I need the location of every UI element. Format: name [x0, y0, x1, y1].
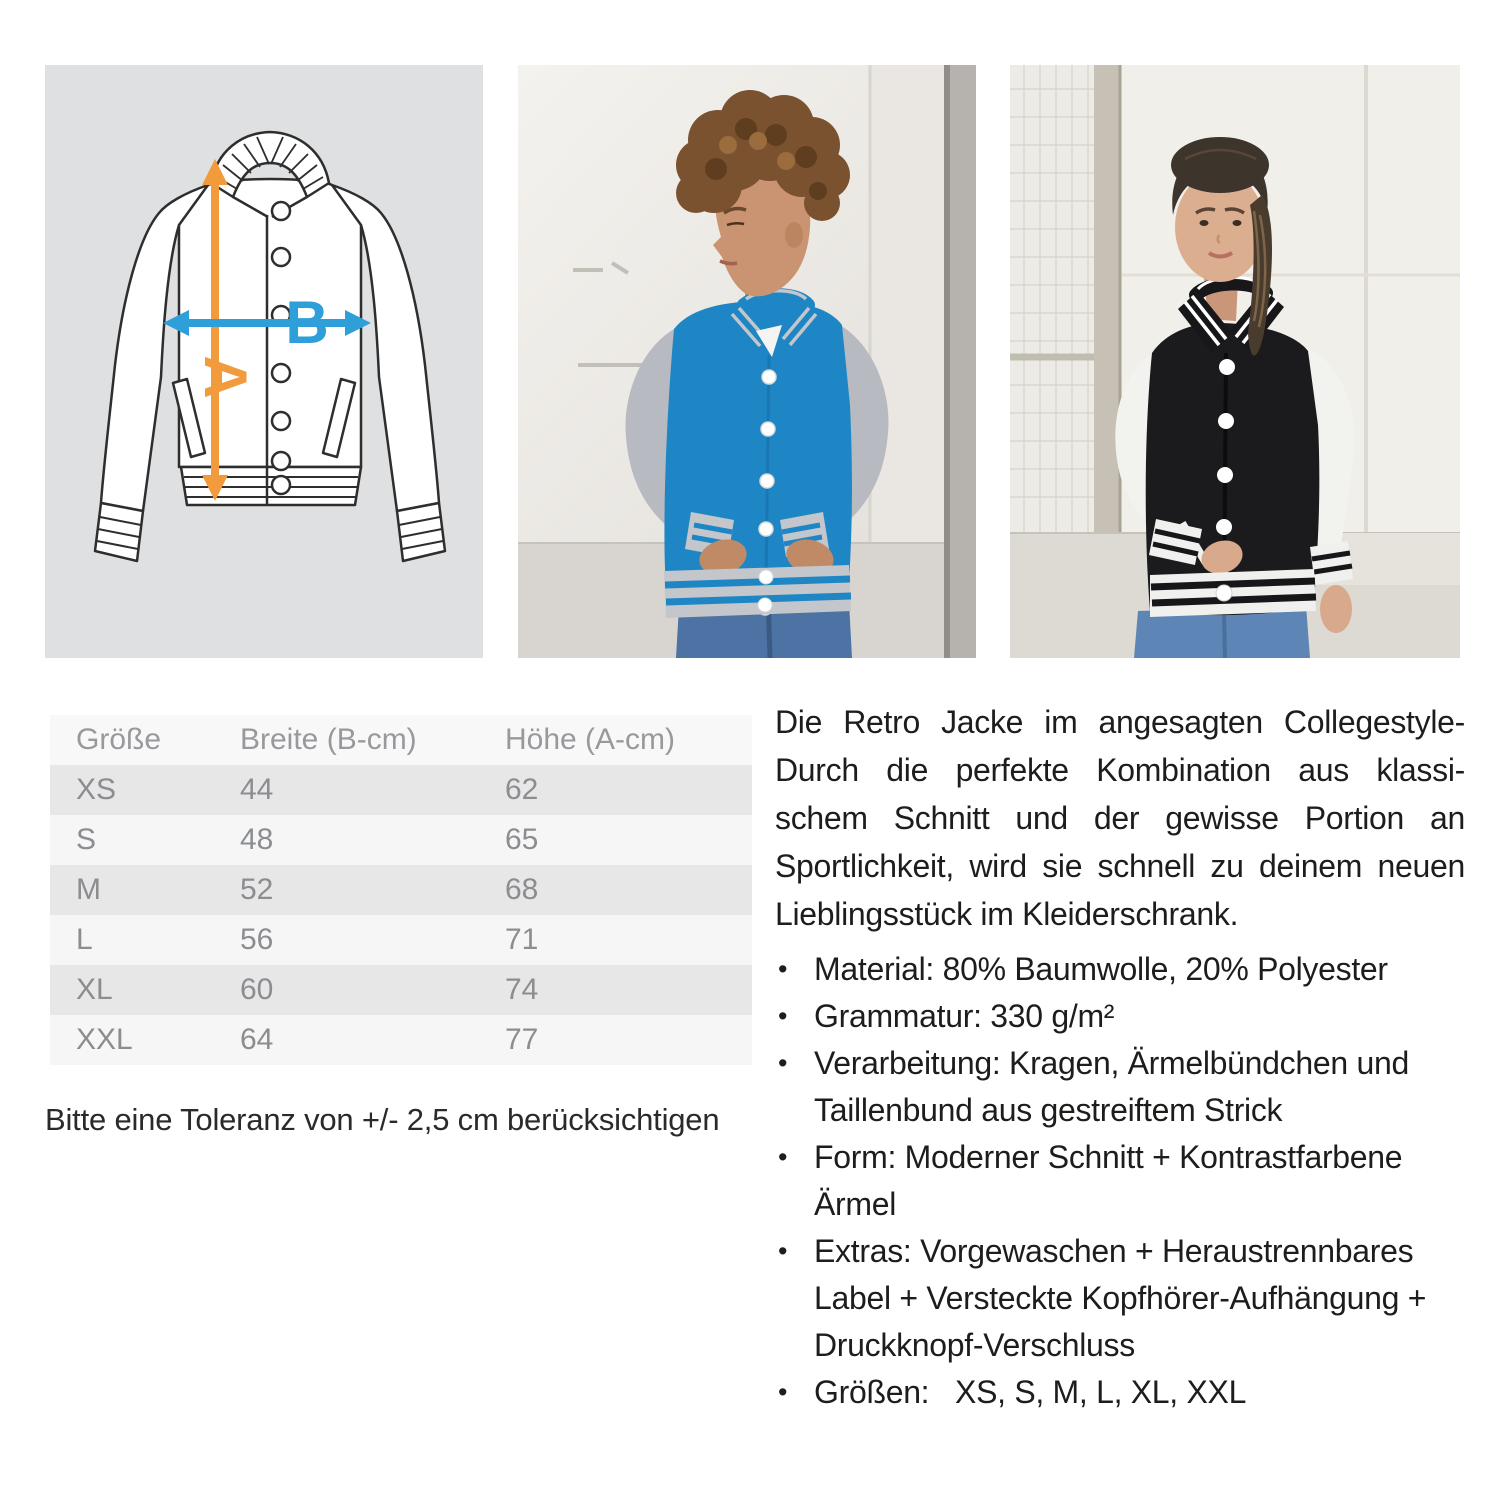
cell-height: 68 [505, 873, 539, 906]
cell-size: XL [76, 973, 113, 1006]
description-paragraph-line: Durch die perfekte Kombination aus klassi- [775, 752, 1465, 788]
bullet-icon: • [778, 1142, 788, 1172]
description-paragraph-line: Die Retro Jacke im angesagten Collegestyle- [775, 704, 1465, 740]
foreground-column [949, 65, 976, 658]
cell-size: L [76, 923, 93, 956]
table-row [50, 965, 752, 1015]
size-table-header-width: Breite (B-cm) [240, 723, 417, 756]
list-item [775, 946, 1465, 993]
feature-text: Größen: XS, S, M, L, XL, XXL [814, 1374, 1247, 1410]
cell-width: 52 [240, 873, 274, 906]
bullet-icon: • [778, 1001, 788, 1031]
cell-size: XXL [76, 1023, 133, 1056]
bullet-icon: • [778, 1377, 788, 1407]
size-table-header-row [50, 715, 752, 765]
table-row [50, 865, 752, 915]
feature-text: Verarbeitung: Kragen, Ärmelbündchen und Taillenbund aus gestreiftem Strick [814, 1045, 1417, 1128]
feature-text: Material: 80% Baumwolle, 20% Polyester [814, 951, 1388, 987]
list-item [775, 1134, 1465, 1228]
table-row [50, 915, 752, 965]
cell-width: 60 [240, 973, 274, 1006]
cell-width: 48 [240, 823, 274, 856]
product-photo-male [518, 65, 976, 658]
bullet-icon: • [778, 954, 788, 984]
feature-list [775, 946, 1465, 1416]
feature-text: Form: Moderner Schnitt + Kontrastfarbene Ärmel [814, 1139, 1411, 1222]
size-diagram-graphic [45, 65, 483, 658]
description-paragraph-line: Sportlichkeit, wird sie schnell zu deinem neuen [775, 848, 1465, 884]
bullet-icon: • [778, 1236, 788, 1266]
width-label: B [285, 289, 329, 356]
female-model-illustration [1010, 65, 1460, 658]
feature-text: Extras: Vorgewaschen + Heraustrennbares Label + Versteckte Kopfhörer-Aufhängung + Druckknopf-Verschluss [814, 1233, 1435, 1363]
male-model-illustration [518, 65, 976, 658]
cell-width: 56 [240, 923, 274, 956]
product-photo-female [1010, 65, 1460, 658]
cell-height: 65 [505, 823, 539, 856]
list-item [775, 1228, 1465, 1369]
size-table-header-size: Größe [76, 723, 162, 756]
feature-text: Grammatur: 330 g/m² [814, 998, 1115, 1034]
size-table-header-height: Höhe (A-cm) [505, 723, 676, 756]
cell-height: 62 [505, 773, 539, 806]
cell-size: XS [76, 773, 117, 806]
description-paragraph-line: Lieblingsstück im Kleiderschrank. [775, 896, 1239, 932]
bullet-icon: • [778, 1048, 788, 1078]
list-item [775, 993, 1465, 1040]
cell-size: M [76, 873, 101, 906]
height-label: A [192, 355, 260, 399]
description-paragraph-line: schem Schnitt und der gewisse Portion an [775, 800, 1465, 836]
table-row [50, 765, 752, 815]
size-table [50, 715, 752, 1065]
cell-width: 44 [240, 773, 274, 806]
cell-height: 77 [505, 1023, 539, 1056]
list-item [775, 1369, 1465, 1416]
window-post [1094, 65, 1120, 533]
tolerance-note: Bitte eine Toleranz von +/- 2,5 cm berücksichtigen [45, 1102, 720, 1137]
product-description [775, 698, 1465, 1416]
cell-height: 71 [505, 923, 539, 956]
list-item [775, 1040, 1465, 1134]
size-diagram-image [45, 65, 483, 658]
cell-size: S [76, 823, 97, 856]
cell-width: 64 [240, 1023, 274, 1056]
table-row [50, 815, 752, 865]
cell-height: 74 [505, 973, 539, 1006]
table-row [50, 1015, 752, 1065]
